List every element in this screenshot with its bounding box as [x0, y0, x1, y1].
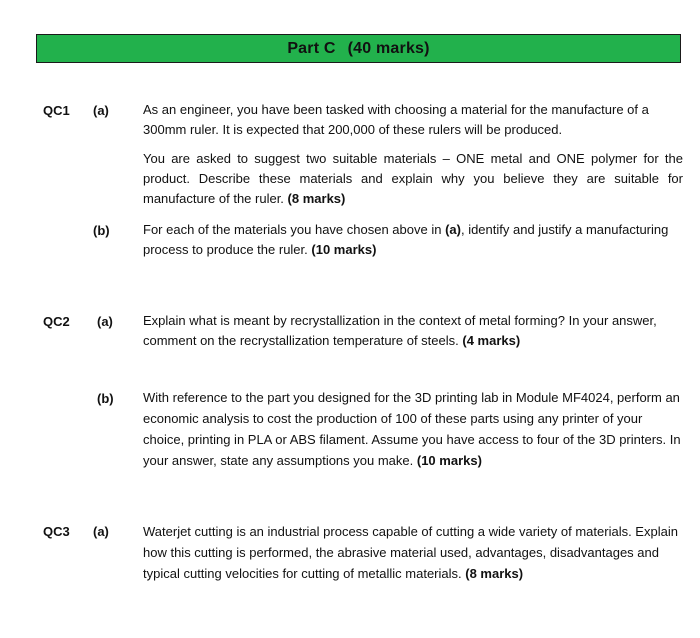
- qc2-a-paragraph: [143, 311, 683, 351]
- question-text-qc1-b: [143, 220, 683, 260]
- part-label-qc2-a: (a): [97, 314, 113, 329]
- question-label-qc2: QC2: [43, 314, 70, 329]
- question-text-qc1-a: [143, 100, 683, 209]
- part-title-text: Part C: [287, 39, 336, 57]
- qc2-b-text: With reference to the part you designed for the 3D printing lab in Module MF4024, perform an economic analysis to cost the production of 100 of these parts using any printer of your choice, printing in PLA or ABS filament. Assume you have access to four of the 3D printers. In your answer, state any assumptions you make.: [143, 390, 681, 468]
- part-total-marks: (40 marks): [347, 39, 430, 57]
- question-text-qc2-b: [143, 387, 683, 471]
- qc2-a-marks: (4 marks): [462, 333, 521, 348]
- qc2-b-paragraph: [143, 387, 683, 471]
- question-label-qc1: QC1: [43, 103, 70, 118]
- part-label-qc2-b: (b): [97, 391, 114, 406]
- part-header-bar: [36, 34, 681, 63]
- qc3-a-text: Waterjet cutting is an industrial process capable of cutting a wide variety of materials. Explain how this cutting is performed, the abrasive material used, advantages, disadvantages and typical cutting velocities for cutting of metallic materials.: [143, 524, 678, 581]
- qc2-b-marks: (10 marks): [416, 453, 482, 468]
- qc1-a-paragraph-2-text: You are asked to suggest two suitable materials – ONE metal and ONE polymer for the product. Describe these materials and explain why you believe they are suitable for manufacture of the ruler.: [143, 151, 683, 206]
- question-text-qc3-a: [143, 521, 683, 584]
- question-text-qc2-a: [143, 311, 683, 351]
- qc1-b-marks: (10 marks): [311, 242, 377, 257]
- part-label-qc3-a: (a): [93, 524, 109, 539]
- qc1-a-marks: (8 marks): [287, 191, 346, 206]
- part-label-qc1-b: (b): [93, 223, 110, 238]
- qc2-a-text: Explain what is meant by recrystallization in the context of metal forming? In your answer, comment on the recrystallization temperature of steels.: [143, 313, 657, 348]
- qc1-b-text-after: , identify and justify a manufacturing process to produce the ruler.: [143, 222, 669, 257]
- qc1-a-paragraph-1: As an engineer, you have been tasked with choosing a material for the manufacture of a 300mm ruler. It is expected that 200,000 of these rulers will be produced.: [143, 102, 649, 137]
- qc1-b-paragraph: [143, 220, 683, 260]
- qc3-a-marks: (8 marks): [465, 566, 524, 581]
- qc1-a-paragraph-2: [143, 149, 683, 209]
- question-label-qc3: QC3: [43, 524, 70, 539]
- part-title: [287, 40, 429, 58]
- qc3-a-paragraph: [143, 521, 683, 584]
- qc1-b-text-before: For each of the materials you have chosen above in: [143, 222, 446, 237]
- qc1-b-reference: (a): [445, 222, 461, 237]
- part-label-qc1-a: (a): [93, 103, 109, 118]
